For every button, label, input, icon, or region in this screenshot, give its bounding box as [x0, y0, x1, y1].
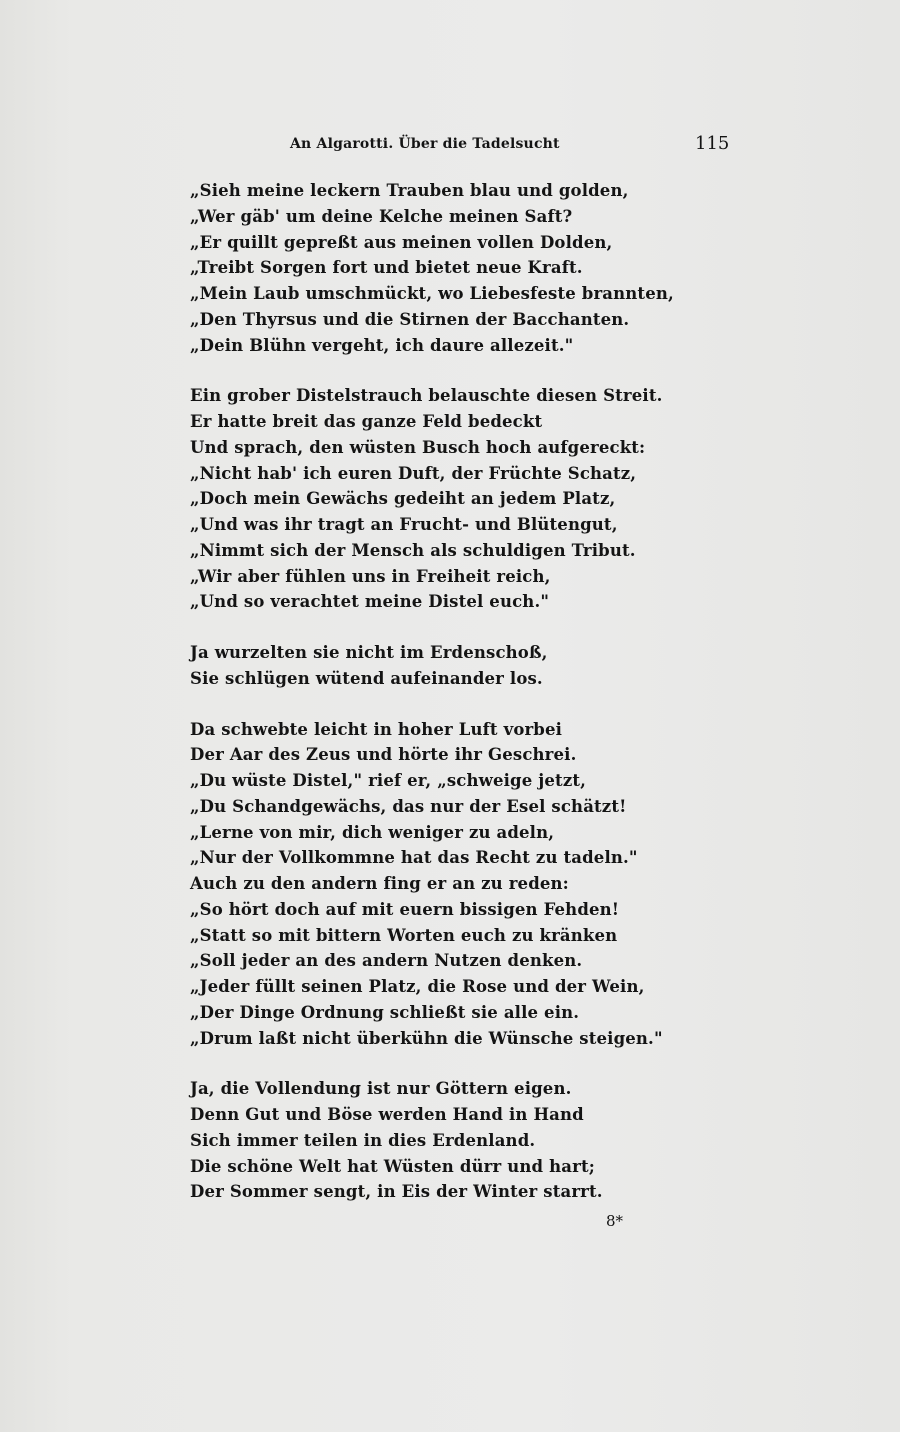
sheet-signature: 8* [606, 1212, 624, 1230]
verse-line: „Nimmt sich der Mensch als schuldigen Tribut. [190, 540, 636, 560]
stanza [190, 383, 750, 615]
verse-line: „So hört doch auf mit euern bissigen Fehden! [190, 899, 620, 919]
verse-line: „Drum laßt nicht überkühn die Wünsche steigen." [190, 1028, 663, 1048]
verse-line: „Er quillt gepreßt aus meinen vollen Dolden, [190, 232, 613, 252]
verse-line: „Der Dinge Ordnung schließt sie alle ein. [190, 1002, 580, 1022]
verse-line: „Treibt Sorgen fort und bietet neue Kraft. [190, 258, 583, 278]
verse-line: Er hatte breit das ganze Feld bedeckt [190, 412, 543, 431]
page-number: 115 [695, 133, 730, 154]
verse-line: „Wir aber fühlen uns in Freiheit reich, [190, 566, 551, 586]
verse-line: „Jeder füllt seinen Platz, die Rose und der Wein, [190, 977, 645, 996]
verse-line: „Nur der Vollkommne hat das Recht zu tadeln." [190, 848, 638, 868]
stanza [190, 178, 750, 358]
verse-line: „Statt so mit bittern Worten euch zu kränken [190, 925, 618, 945]
verse-line: „Lerne von mir, dich weniger zu adeln, [190, 822, 555, 842]
verse-line: Ja wurzelten sie nicht im Erdenschoß, [190, 643, 548, 662]
verse-line: Da schwebte leicht in hoher Luft vorbei [190, 719, 563, 739]
verse-line: „Du wüste Distel," rief er, „schweige jetzt, [190, 771, 587, 790]
verse-line: „Und was ihr tragt an Frucht- und Blütengut, [190, 515, 618, 534]
verse-line: Sie schlügen wütend aufeinander los. [190, 668, 543, 688]
verse-line: Sich immer teilen in dies Erdenland. [190, 1130, 536, 1150]
verse-line: Auch zu den andern fing er an zu reden: [190, 874, 569, 893]
verse-line: Denn Gut und Böse werden Hand in Hand [190, 1105, 584, 1124]
verse-line: „Soll jeder an des andern Nutzen denken. [190, 951, 583, 971]
running-title: An Algarotti. Über die Tadelsucht [290, 136, 560, 152]
verse-line: Der Sommer sengt, in Eis der Winter starrt. [190, 1182, 603, 1202]
verse-line: Ein grober Distelstrauch belauschte diesen Streit. [190, 386, 663, 406]
verse-line: „Sieh meine leckern Trauben blau und golden, [190, 181, 629, 200]
verse-line: Der Aar des Zeus und hörte ihr Geschrei. [190, 745, 577, 765]
verse-line: „Nicht hab' ich euren Duft, der Früchte Schatz, [190, 463, 637, 483]
verse-line: Die schöne Welt hat Wüsten dürr und hart; [190, 1156, 595, 1176]
stanza [190, 640, 750, 692]
verse-line: „Mein Laub umschmückt, wo Liebesfeste brannten, [190, 284, 674, 303]
verse-line: Und sprach, den wüsten Busch hoch aufgereckt: [190, 437, 646, 457]
verse-line: „Doch mein Gewächs gedeiht an jedem Platz, [190, 489, 616, 509]
verse-line: Ja, die Vollendung ist nur Göttern eigen. [190, 1079, 572, 1099]
stanza [190, 717, 750, 1052]
verse-line: „Und so verachtet meine Distel euch." [190, 592, 550, 612]
verse-line: „Du Schandgewächs, das nur der Esel schätzt! [190, 796, 627, 816]
stanza [190, 1076, 750, 1205]
verse-line: „Dein Blühn vergeht, ich daure allezeit." [190, 335, 574, 355]
verse-line: „Wer gäb' um deine Kelche meinen Saft? [190, 206, 573, 226]
poem-text [190, 178, 750, 1205]
verse-line: „Den Thyrsus und die Stirnen der Bacchanten. [190, 309, 630, 329]
